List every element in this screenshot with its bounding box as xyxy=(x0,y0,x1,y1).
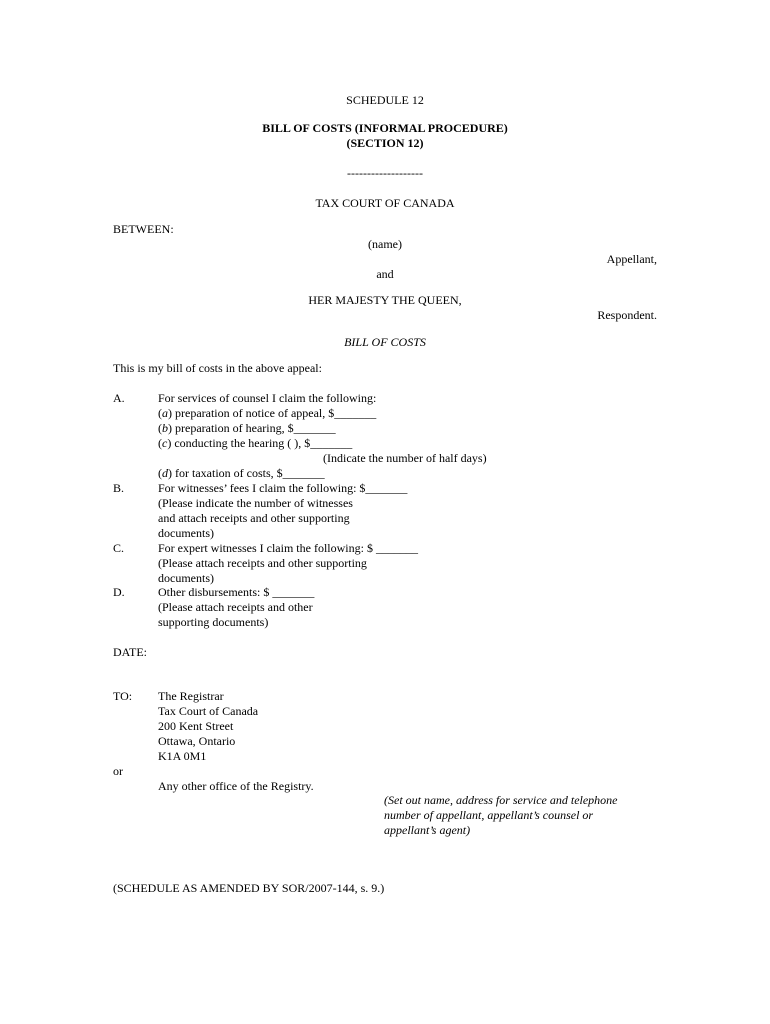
item-a-sub-d: (d) for taxation of costs, $_______ xyxy=(158,466,325,480)
amendment-note: (SCHEDULE AS AMENDED BY SOR/2007-144, s. 9.) xyxy=(113,881,385,895)
document-section: (SECTION 12) xyxy=(346,136,424,150)
item-c-text: For expert witnesses I claim the following: $ _______ xyxy=(158,541,418,555)
item-b-text-4: documents) xyxy=(158,526,214,540)
item-c-text-3: documents) xyxy=(158,571,214,585)
item-a-sub-c-note: (Indicate the number of half days) xyxy=(323,451,487,465)
set-out-note: (Set out name, address for service and telephone xyxy=(384,793,618,807)
address-line: The Registrar xyxy=(158,689,224,703)
item-c-text-2: (Please attach receipts and other supporting xyxy=(158,556,367,570)
document-title: BILL OF COSTS (INFORMAL PROCEDURE) xyxy=(262,121,508,135)
item-b-text: For witnesses’ fees I claim the following: $_______ xyxy=(158,481,408,495)
or-label: or xyxy=(113,764,123,778)
item-b-text-3: and attach receipts and other supporting xyxy=(158,511,350,525)
schedule-number: SCHEDULE 12 xyxy=(346,93,424,107)
item-d-text: Other disbursements: $ _______ xyxy=(158,585,315,599)
item-d-text-3: supporting documents) xyxy=(158,615,269,629)
respondent-name: HER MAJESTY THE QUEEN, xyxy=(308,293,462,307)
item-d-letter: D. xyxy=(113,585,125,599)
bill-of-costs-heading: BILL OF COSTS xyxy=(344,335,426,349)
and-label: and xyxy=(376,267,394,281)
to-label: TO: xyxy=(113,689,133,703)
item-d-text-2: (Please attach receipts and other xyxy=(158,600,313,614)
set-out-note: appellant’s agent) xyxy=(384,823,471,837)
address-line: 200 Kent Street xyxy=(158,719,234,733)
address-line: K1A 0M1 xyxy=(158,749,207,763)
intro-text: This is my bill of costs in the above appeal: xyxy=(113,361,322,375)
respondent-label: Respondent. xyxy=(597,308,657,322)
other-office: Any other office of the Registry. xyxy=(158,779,314,793)
appellant-label: Appellant, xyxy=(606,252,657,266)
between-label: BETWEEN: xyxy=(113,222,174,236)
item-a-text: For services of counsel I claim the following: xyxy=(158,391,377,405)
item-a-letter: A. xyxy=(113,391,125,405)
item-a-sub-c: (c) conducting the hearing ( ), $_______ xyxy=(158,436,353,450)
item-a-sub-b: (b) preparation of hearing, $_______ xyxy=(158,421,336,435)
divider: ------------------- xyxy=(347,166,423,180)
item-b-text-2: (Please indicate the number of witnesses xyxy=(158,496,353,510)
item-c-letter: C. xyxy=(113,541,125,555)
item-a-sub-a: (a) preparation of notice of appeal, $_______ xyxy=(158,406,377,420)
address-line: Ottawa, Ontario xyxy=(158,734,236,748)
court-name: TAX COURT OF CANADA xyxy=(315,196,455,210)
set-out-note: number of appellant, appellant’s counsel or xyxy=(384,808,594,822)
appellant-name-placeholder: (name) xyxy=(368,237,402,251)
date-label: DATE: xyxy=(113,645,147,659)
address-line: Tax Court of Canada xyxy=(158,704,259,718)
item-b-letter: B. xyxy=(113,481,125,495)
